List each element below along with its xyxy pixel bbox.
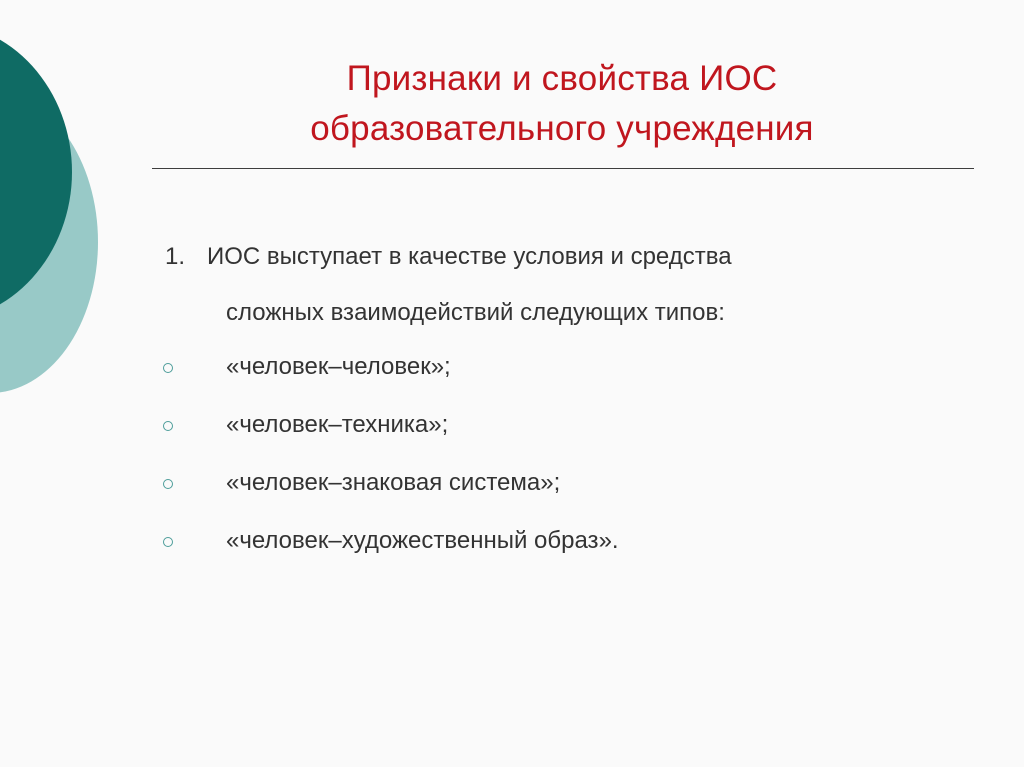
hollow-circle-bullet-icon: [163, 537, 173, 547]
slide-title-line-2: образовательного учреждения: [310, 109, 814, 148]
hollow-circle-bullet-icon: [163, 363, 173, 373]
hollow-circle-bullet-icon: [163, 479, 173, 489]
bullet-text: «человек–знаковая система»;: [226, 469, 561, 496]
bullet-list-item: [162, 469, 992, 527]
bullet-list-item: [162, 411, 992, 469]
bullet-text: «человек–техника»;: [226, 411, 449, 438]
bullet-list-item: [162, 527, 992, 585]
numbered-item-text-line-2: сложных взаимодействий следующих типов:: [226, 299, 725, 326]
list-item-number: 1.: [165, 243, 186, 270]
slide-content: [162, 236, 992, 585]
bullet-text: «человек–человек»;: [226, 353, 451, 380]
bullet-list-item: [162, 353, 992, 411]
hollow-circle-bullet-icon: [163, 421, 173, 431]
bullet-text: «человек–художественный образ».: [226, 527, 619, 554]
numbered-list-item: [162, 236, 992, 353]
slide-title-line-1: Признаки и свойства ИОС: [346, 59, 778, 98]
title-divider-rule: [152, 168, 974, 169]
slide-title: [150, 54, 974, 154]
numbered-item-text-line-1: ИОС выступает в качестве условия и средства: [207, 243, 732, 270]
